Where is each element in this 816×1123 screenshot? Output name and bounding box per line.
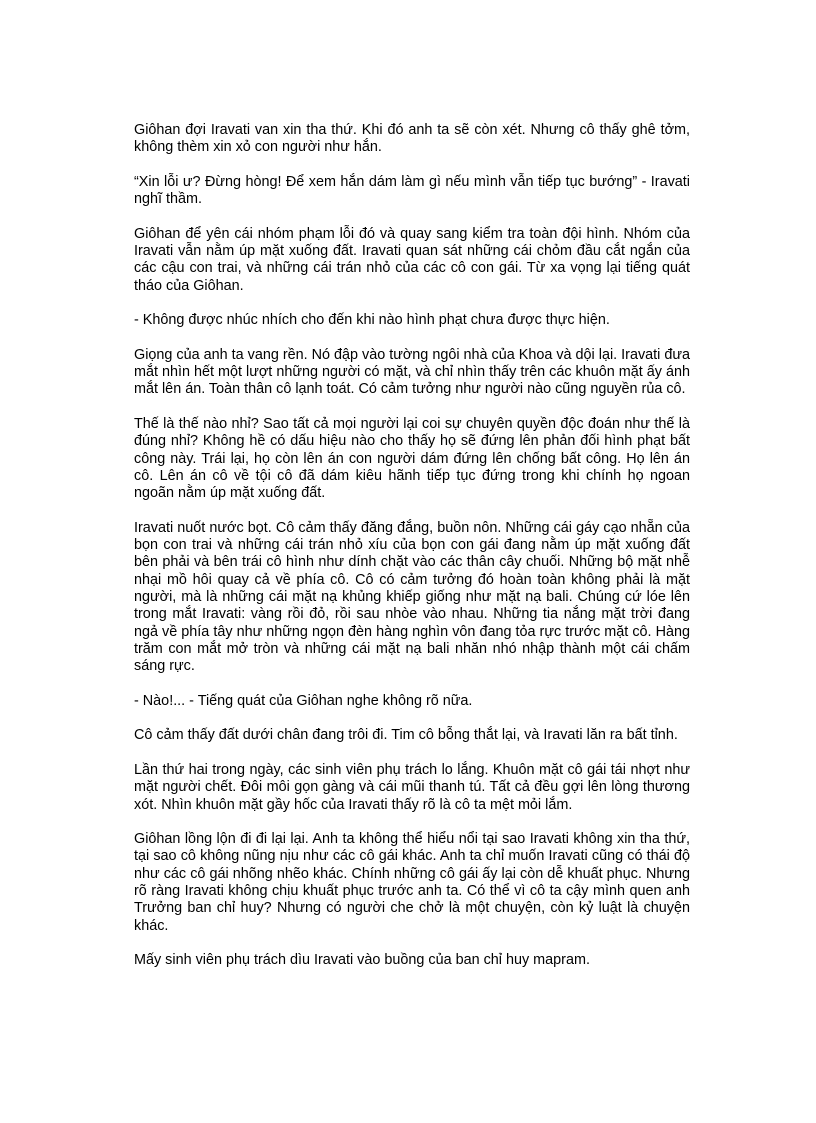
paragraph-12: Mấy sinh viên phụ trách dìu Iravati vào buồng của ban chỉ huy mapram. bbox=[134, 952, 590, 969]
paragraph-7: Iravati nuốt nước bọt. Cô cảm thấy đăng đắng, buồn nôn. Những cái gáy cạo nhẵn của bọn con trai và những cái trán nhỏ xíu của bọn con gái đang nằm úp mặt xuống đất bên phải và bên trái cô hình như dính chặt vào các thân cây chuối. Những bộ mặt nhễ nhại mồ hôi quay cả về phía cô. Cô có cảm tưởng đó hoàn toàn không phải là mặt người, mà là những cái mặt nạ khủng khiếp giống như mặt nạ bali. Chúng cứ lóe lên trong mắt Iravati: vàng rồi đỏ, rồi sau nhòe vào nhau. Những tia nắng mặt trời đang ngả về phía tây như những ngọn đèn hàng nghìn vôn đang tỏa rực trước mặt cô. Hàng trăm con mắt mở tròn và những cái mặt nạ bali nhăn nhó nhập thành một cái chấm sáng rực. bbox=[134, 519, 690, 675]
paragraph-4: - Không được nhúc nhích cho đến khi nào hình phạt chưa được thực hiện. bbox=[134, 312, 610, 329]
paragraph-2: “Xin lỗi ư? Đừng hòng! Để xem hắn dám làm gì nếu mình vẫn tiếp tục bướng” - Iravati nghĩ thầm. bbox=[134, 173, 690, 208]
body-text bbox=[134, 122, 690, 987]
paragraph-11: Giôhan lồng lộn đi đi lại lại. Anh ta không thể hiểu nổi tại sao Iravati không xin tha thứ, tại sao cô không nũng nịu như các cô gái khác. Anh ta chỉ muốn Iravati cũng có thái độ như các cô gái nhõng nhẽo khác. Chính những cô gái ấy lại còn dễ khuất phục. Nhưng rõ ràng Iravati không chịu khuất phục trước anh ta. Có thể vì cô ta cậy mình quen anh Trưởng ban chỉ huy? Nhưng có người che chở là một chuyện, còn kỷ luật là chuyện khác. bbox=[134, 831, 690, 934]
paragraph-10: Lần thứ hai trong ngày, các sinh viên phụ trách lo lắng. Khuôn mặt cô gái tái nhợt như mặt người chết. Đôi môi gọn gàng và cái mũi thanh tú. Tất cả đều gợi lên lòng thương xót. Nhìn khuôn mặt gầy hốc của Iravati thấy rõ là cô ta mệt mỏi lắm. bbox=[134, 761, 690, 813]
paragraph-9: Cô cảm thấy đất dưới chân đang trôi đi. Tim cô bỗng thắt lại, và Iravati lăn ra bất tỉnh. bbox=[134, 727, 678, 744]
paragraph-5: Giọng của anh ta vang rền. Nó đập vào tường ngôi nhà của Khoa và dội lại. Iravati đưa mắt nhìn hết một lượt những người có mặt, và chỉ nhìn thấy trên các khuôn mặt ấy ánh mắt lên án. Toàn thân cô lạnh toát. Có cảm tưởng như người nào cũng nguyền rủa cô. bbox=[134, 346, 690, 398]
paragraph-1: Giôhan đợi Iravati van xin tha thứ. Khi đó anh ta sẽ còn xét. Nhưng cô thấy ghê tởm, không thèm xin xỏ con người như hắn. bbox=[134, 122, 690, 156]
paragraph-6: Thế là thế nào nhỉ? Sao tất cả mọi người lại coi sự chuyên quyền độc đoán như thế là đúng nhỉ? Không hề có dấu hiệu nào cho thấy họ sẽ đứng lên phản đối hình phạt bất công này. Trái lại, họ còn lên án con người dám đứng lên chống bất công. Họ lên án cô. Lên án cô về tội cô đã dám kiêu hãnh tiếp tục đứng trong khi chính họ ngoan ngoãn nằm úp mặt xuống đất. bbox=[134, 416, 690, 502]
paragraph-3: Giôhan để yên cái nhóm phạm lỗi đó và quay sang kiểm tra toàn đội hình. Nhóm của Iravati vẫn nằm úp mặt xuống đất. Iravati quan sát những cái chỏm đầu cắt ngắn của các cậu con trai, và những cái trán nhỏ của các cô con gái. Từ xa vọng lại tiếng quát tháo của Giôhan. bbox=[134, 225, 690, 294]
paragraph-8: - Nào!... - Tiếng quát của Giôhan nghe không rõ nữa. bbox=[134, 692, 473, 709]
